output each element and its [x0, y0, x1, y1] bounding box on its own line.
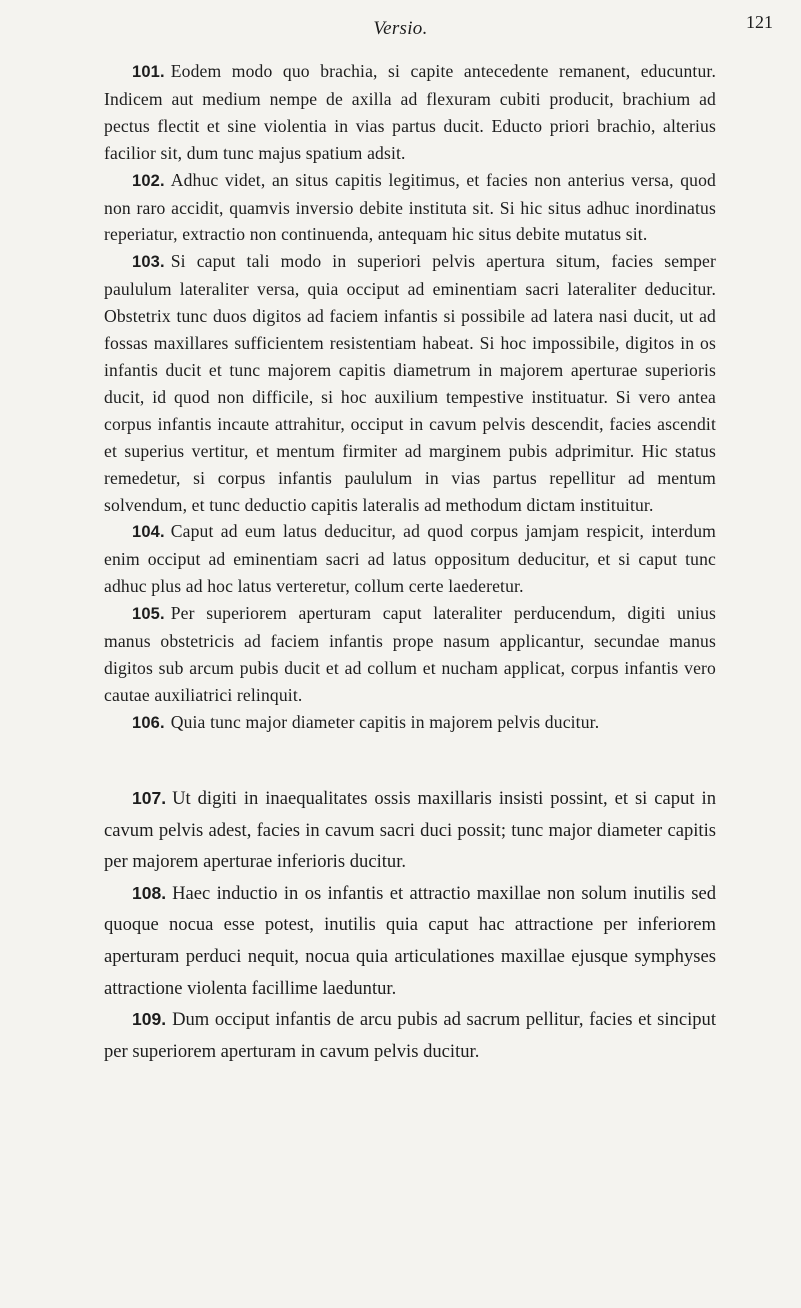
paragraph-101: [104, 58, 716, 167]
paragraph-number: 104.: [132, 523, 165, 542]
paragraph-107: [104, 783, 716, 878]
paragraph-number: 107.: [132, 788, 167, 808]
paragraph-102: [104, 167, 716, 249]
paragraph-108: [104, 878, 716, 1004]
paragraph-text: Haec inductio in os infantis et attractio maxillae non solum inutilis sed quoque nocua esse potest, inutilis quia caput hac attractione per inferiorem aperturam perduci nequit, nocua quia articulationes maxillae ejusque symphyses attractione violenta facillime laeduntur.: [104, 882, 716, 999]
paragraph-number: 108.: [132, 882, 167, 903]
paragraph-105: [104, 600, 716, 709]
paragraph-text: Quia tunc major diameter capitis in majorem pelvis ducitur.: [170, 711, 600, 732]
paragraph-text: Adhuc videt, an situs capitis legitimus, et facies non anterius versa, quod non raro accidit, quamvis inversio debite instituta sit. Si hic situs adhuc inordinatus reperiatur, extractio non continuenda, antequam hic situs debite mutatus sit.: [104, 169, 716, 245]
paragraph-109: [104, 1004, 716, 1067]
running-header-title: Versio.: [373, 18, 428, 39]
upper-text-block: [104, 58, 716, 737]
paragraph-number: 109.: [132, 1009, 167, 1030]
paragraph-number: 103.: [132, 253, 165, 272]
paragraph-text: Caput ad eum latus deducitur, ad quod corpus jamjam respicit, interdum enim occiput ad eminentiam sacri ad latus oppositum deducitur, et si caput tunc adhuc plus ad hoc latus verteretur, collum certe laederetur.: [104, 521, 716, 597]
paragraph-103: [104, 248, 716, 518]
lower-text-block: [104, 783, 716, 1067]
paragraph-text: Ut digiti in inaequalitates ossis maxillaris insisti possint, et si caput in cavum pelvis adest, facies in cavum sacri duci possit; tunc major diameter capitis per majorem aperturae inferioris ducitur.: [104, 788, 716, 873]
paragraph-104: [104, 518, 716, 600]
paragraph-text: Eodem modo quo brachia, si capite antecedente remanent, educuntur. Indicem aut medium nempe de axilla ad flexuram cubiti producit, brachium ad pectus flectit et sine violentia in vias partus ducit. Educto priori brachio, alterius facilior sit, dum tunc majus spatium adsit.: [104, 61, 716, 163]
paragraph-text: Si caput tali modo in superiori pelvis apertura situm, facies semper paululum lateraliter versa, quia occiput ad eminentiam sacri lateraliter deducitur. Obstetrix tunc duos digitos ad faciem infantis si possibile ad latera nasi ducit, ut ad fossas maxillares sufficientem resistentiam habeat. Si hoc impossibile, digitos in os infantis ducit et tunc majorem capitis diametrum in majorem aperturae superioris ducit, id quod non difficile, si hoc auxilium tempestive instituatur. Si vero antea corpus infantis incaute attrahitur, occiput in cavum pelvis descendit, facies ascendit et superius vertitur, et mentum firmiter ad marginem pubis adprimitur. Hic status remedetur, si corpus infantis paululum in vias partus repellitur ad mentum solvendum, et tunc deductio capitis lateralis ad methodum dictam instituitur.: [104, 251, 716, 515]
paragraph-106: [104, 709, 716, 737]
paragraph-text: Dum occiput infantis de arcu pubis ad sacrum pellitur, facies et sinciput per superiorem aperturam in cavum pelvis ducitur.: [104, 1009, 716, 1062]
paragraph-number: 101.: [132, 63, 165, 81]
paragraph-text: Per superiorem aperturam caput lateraliter perducendum, digiti unius manus obstetricis ad faciem infantis prope nasum applicantur, secundae manus digitos sub arcum pubis ducit et ad collum et nucham applicat, corpus infantis vero cautae auxiliatrici relinquit.: [104, 603, 716, 705]
paragraph-number: 102.: [132, 171, 165, 190]
paragraph-number: 105.: [132, 605, 165, 624]
paragraph-number: 106.: [132, 713, 165, 732]
page-number: 121: [746, 12, 773, 32]
